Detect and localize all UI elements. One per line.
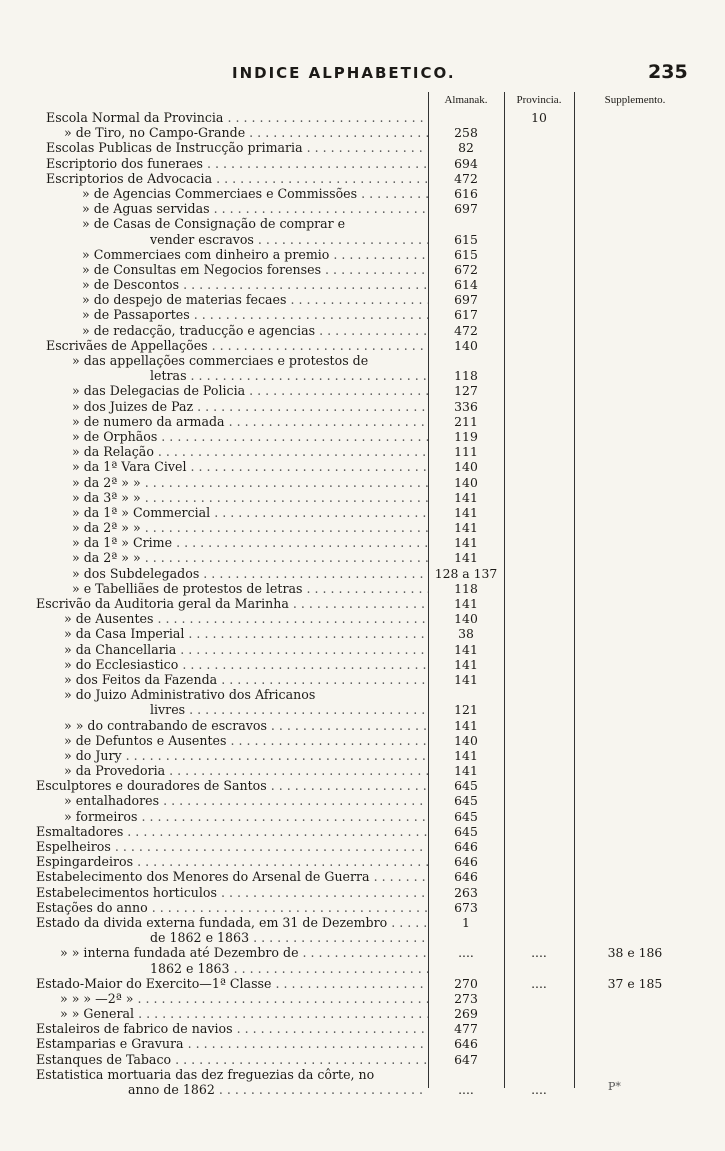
- entry-almanak-page: 38: [458, 626, 474, 642]
- entry-almanak-page: 141: [454, 504, 478, 520]
- entry-label: » do Ecclesiastico . . .: [64, 657, 428, 672]
- index-entry: [0, 1006, 725, 1021]
- column-header-provincia: Provincia.: [516, 94, 562, 106]
- entry-label: Estamparias e Gravura . . .: [36, 1036, 428, 1051]
- entry-label: » de Orphãos . . .: [72, 429, 428, 444]
- entry-almanak-page: 472: [454, 322, 478, 338]
- entry-almanak-page: 111: [454, 444, 478, 460]
- index-entry: [0, 125, 725, 140]
- index-entry: [0, 718, 725, 733]
- index-entry: [0, 201, 725, 216]
- index-entry: [0, 216, 725, 231]
- entry-almanak-page: 118: [454, 368, 478, 384]
- entry-label: Escrivão da Auditoria geral da Marinha . . .: [36, 596, 428, 611]
- index-entry: [0, 292, 725, 307]
- entry-almanak-page: 119: [454, 428, 478, 444]
- entry-label: » de Consultas em Negocios forenses . . .: [82, 262, 428, 277]
- index-entry: [0, 110, 725, 125]
- index-entry: [0, 262, 725, 277]
- index-entry: [0, 490, 725, 505]
- entry-label: Espingardeiros . . .: [36, 854, 428, 869]
- entry-label: Escolas Publicas de Instrucção primaria . . .: [46, 140, 428, 155]
- index-entry: [0, 353, 725, 368]
- entry-almanak-page: 647: [454, 1051, 478, 1067]
- index-entries: [0, 110, 725, 1097]
- index-entry: [0, 839, 725, 854]
- entry-label: » de Descontos . . .: [82, 277, 428, 292]
- index-entry: [0, 702, 725, 717]
- entry-label: Estado-Maior do Exercito—1ª Classe . . .: [36, 976, 428, 991]
- entry-almanak-page: 141: [454, 596, 478, 611]
- index-entry: [0, 171, 725, 186]
- entry-almanak-page: 140: [454, 732, 478, 748]
- index-entry: [0, 1036, 725, 1051]
- entry-almanak-page: 140: [454, 611, 478, 627]
- entry-label: » de Aguas servidas . . .: [82, 201, 428, 216]
- index-entry: [0, 611, 725, 626]
- entry-label: Estabelecimento dos Menores do Arsenal de Guerra . . .: [36, 869, 428, 884]
- entry-almanak-page: 646: [454, 1036, 478, 1052]
- entry-almanak-page: 645: [454, 823, 478, 839]
- entry-almanak-page: 269: [454, 1006, 478, 1022]
- entry-almanak-page: 141: [454, 550, 478, 566]
- index-entry: [0, 505, 725, 520]
- entry-label: » das appellações commerciaes e protestos de: [72, 353, 369, 368]
- index-entry: [0, 1021, 725, 1036]
- column-header-almanak: Almanak.: [444, 94, 488, 106]
- index-entry: [0, 885, 725, 900]
- entry-almanak-page: 477: [454, 1021, 478, 1037]
- entry-label: » de Ausentes . . .: [64, 611, 428, 626]
- entry-almanak-page: 615: [454, 246, 478, 262]
- entry-label: » da 2ª » » . . .: [72, 550, 428, 565]
- entry-label: Escrivães de Appellações . . .: [46, 338, 428, 353]
- entry-label: Esmaltadores . . .: [36, 824, 428, 839]
- index-entry: [0, 323, 725, 338]
- entry-label: Estaleiros de fabrico de navios . . .: [36, 1021, 428, 1036]
- entry-provincia-page: 10: [531, 110, 547, 125]
- entry-almanak-page: 263: [454, 884, 478, 900]
- entry-label: Esculptores e douradores de Santos . . .: [36, 778, 428, 793]
- index-entry: [0, 459, 725, 474]
- index-entry: [0, 444, 725, 459]
- entry-label: » » do contrabando de escravos . . .: [64, 718, 428, 733]
- entry-label: Escola Normal da Provincia . . .: [46, 110, 428, 125]
- entry-label: » da 2ª » » . . .: [72, 520, 428, 535]
- index-entry: [0, 976, 725, 991]
- footer-mark: P*: [608, 1080, 621, 1093]
- index-entry: [0, 156, 725, 171]
- index-entry: [0, 793, 725, 808]
- entry-label: Escriptorio dos funeraes . . .: [46, 156, 428, 171]
- entry-label: » de Agencias Commerciaes e Commissões . . .: [82, 186, 428, 201]
- entry-label: » dos Juizes de Paz . . .: [72, 399, 428, 414]
- entry-almanak-page: 141: [454, 717, 478, 733]
- index-entry: [0, 778, 725, 793]
- entry-label: » da 2ª » » . . .: [72, 475, 428, 490]
- index-entry: [0, 247, 725, 262]
- entry-label: » entalhadores . . .: [64, 793, 428, 808]
- entry-almanak-page: 141: [454, 520, 478, 536]
- entry-label: » da 3ª » » . . .: [72, 490, 428, 505]
- entry-label: letras . . .: [150, 368, 428, 383]
- index-entry: [0, 596, 725, 611]
- entry-almanak-page: 273: [454, 990, 478, 1006]
- entry-label: » de Casas de Consignação de comprar e: [82, 216, 346, 232]
- entry-almanak-page: 141: [454, 671, 478, 687]
- index-entry: [0, 763, 725, 778]
- entry-label: Escriptorios de Advocacia . . .: [46, 171, 428, 186]
- entry-almanak-page: 141: [454, 489, 478, 505]
- index-entry: [0, 824, 725, 839]
- entry-almanak-page: 615: [454, 231, 478, 247]
- index-entry: [0, 550, 725, 565]
- entry-label: » dos Subdelegados . . .: [72, 566, 428, 581]
- entry-almanak-page: ....: [458, 945, 474, 961]
- index-entry: [0, 368, 725, 383]
- entry-label: de 1862 e 1863 . . .: [150, 930, 428, 945]
- entry-label: Espelheiros . . .: [36, 839, 428, 854]
- entry-almanak-page: 141: [454, 747, 478, 763]
- entry-almanak-page: 694: [454, 155, 478, 171]
- page-header: [0, 61, 725, 88]
- index-entry: [0, 869, 725, 884]
- index-entry: [0, 945, 725, 960]
- entry-almanak-page: 258: [454, 125, 478, 141]
- entry-label: » das Delegacias de Policia . . .: [72, 383, 428, 398]
- entry-almanak-page: 645: [454, 808, 478, 824]
- entry-almanak-page: 616: [454, 185, 478, 201]
- entry-label: Estatistica mortuaria das dez freguezias da côrte, no: [36, 1066, 375, 1082]
- page-number: 235: [648, 61, 688, 83]
- entry-almanak-page: 645: [454, 793, 478, 809]
- entry-label: » da Provedoria . . .: [64, 763, 428, 778]
- index-entry: [0, 733, 725, 748]
- entry-almanak-page: 646: [454, 854, 478, 870]
- entry-label: » de redacção, traducção e agencias . . .: [82, 323, 428, 338]
- index-entry: [0, 277, 725, 292]
- entry-label: » da 1ª » Crime . . .: [72, 535, 428, 550]
- entry-almanak-page: 614: [454, 277, 478, 293]
- entry-almanak-page: 140: [454, 474, 478, 490]
- index-entry: [0, 186, 725, 201]
- index-entry: [0, 581, 725, 596]
- index-entry: [0, 566, 725, 581]
- running-title: INDICE ALPHABETICO.: [232, 64, 456, 82]
- entry-supplemento-page: 37 e 185: [607, 975, 663, 991]
- entry-almanak-page: 140: [454, 459, 478, 475]
- index-entry: [0, 748, 725, 763]
- entry-almanak-page: 141: [454, 656, 478, 672]
- index-entry: [0, 140, 725, 155]
- entry-label: » dos Feitos da Fazenda . . .: [64, 672, 428, 687]
- entry-label: vender escravos . . .: [150, 232, 428, 247]
- entry-almanak-page: 645: [454, 778, 478, 794]
- index-entry: [0, 854, 725, 869]
- column-header-supplemento: Supplemento.: [604, 94, 666, 106]
- index-entry: [0, 232, 725, 247]
- entry-label: » e Tabelliães de protestos de letras . . .: [72, 581, 428, 596]
- entry-almanak-page: 646: [454, 839, 478, 854]
- index-entry: [0, 642, 725, 657]
- entry-label: » do Jury . . .: [64, 748, 428, 763]
- entry-label: » » General . . .: [60, 1006, 428, 1021]
- entry-label: » de Passaportes . . .: [82, 307, 428, 322]
- entry-almanak-page: 141: [454, 535, 478, 551]
- entry-label: Estações do anno . . .: [36, 900, 428, 915]
- entry-label: » da Casa Imperial . . .: [64, 626, 428, 641]
- entry-label: anno de 1862 . . .: [128, 1082, 428, 1097]
- index-entry: [0, 915, 725, 930]
- entry-almanak-page: ....: [458, 1082, 474, 1097]
- entry-almanak-page: 141: [454, 763, 478, 779]
- index-entry: [0, 809, 725, 824]
- entry-almanak-page: 128 a 137: [434, 565, 498, 581]
- entry-label: » da 1ª » Commercial . . .: [72, 505, 428, 520]
- entry-provincia-page: ....: [531, 1082, 547, 1097]
- entry-label: » da 1ª Vara Civel . . .: [72, 459, 428, 474]
- entry-almanak-page: 118: [454, 580, 478, 596]
- entry-label: » de numero da armada . . .: [72, 414, 428, 429]
- entry-almanak-page: 336: [454, 398, 478, 414]
- entry-label: » do despejo de materias fecaes . . .: [82, 292, 428, 307]
- index-entry: [0, 307, 725, 322]
- entry-almanak-page: 1: [462, 914, 470, 930]
- entry-supplemento-page: 38 e 186: [607, 945, 663, 961]
- index-entry: [0, 399, 725, 414]
- entry-label: » da Relação . . .: [72, 444, 428, 459]
- entry-almanak-page: 211: [454, 413, 478, 429]
- entry-label: livres . . .: [150, 702, 428, 717]
- entry-label: » de Defuntos e Ausentes . . .: [64, 733, 428, 748]
- index-entry: [0, 429, 725, 444]
- entry-label: » » » —2ª » . . .: [60, 991, 428, 1006]
- index-entry: [0, 383, 725, 398]
- entry-provincia-page: ....: [531, 975, 547, 991]
- index-entry: [0, 687, 725, 702]
- index-entry: [0, 930, 725, 945]
- index-entry: [0, 626, 725, 641]
- index-entry: [0, 991, 725, 1006]
- entry-almanak-page: 617: [454, 307, 478, 323]
- entry-almanak-page: 697: [454, 201, 478, 217]
- entry-provincia-page: ....: [531, 945, 547, 961]
- entry-almanak-page: 141: [454, 641, 478, 657]
- entry-almanak-page: 127: [454, 383, 478, 399]
- entry-label: » de Tiro, no Campo-Grande . . .: [64, 125, 428, 140]
- entry-label: Estanques de Tabaco . . .: [36, 1052, 428, 1067]
- entry-almanak-page: 140: [454, 337, 478, 353]
- index-entry: [0, 475, 725, 490]
- entry-label: » da Chancellaria . . .: [64, 642, 428, 657]
- entry-almanak-page: 672: [454, 261, 478, 277]
- index-entry: [0, 672, 725, 687]
- entry-almanak-page: 82: [458, 140, 474, 156]
- index-entry: [0, 1052, 725, 1067]
- index-entry: [0, 657, 725, 672]
- index-entry: [0, 535, 725, 550]
- entry-label: Estado da divida externa fundada, em 31 de Dezembro . . .: [36, 915, 428, 930]
- entry-label: 1862 e 1863 . . .: [150, 961, 428, 976]
- entry-label: » do Juizo Administrativo dos Africanos: [64, 687, 316, 703]
- entry-almanak-page: 472: [454, 170, 478, 186]
- entry-almanak-page: 673: [454, 899, 478, 915]
- entry-almanak-page: 121: [454, 702, 478, 718]
- entry-almanak-page: 697: [454, 292, 478, 308]
- index-entry: [0, 900, 725, 915]
- entry-label: Estabelecimentos horticulos . . .: [36, 885, 428, 900]
- entry-label: » Commerciaes com dinheiro a premio . . .: [82, 247, 428, 262]
- index-entry: [0, 961, 725, 976]
- index-entry: [0, 520, 725, 535]
- entry-almanak-page: 270: [454, 975, 478, 991]
- index-entry: [0, 414, 725, 429]
- entry-label: » » interna fundada até Dezembro de . . .: [60, 945, 428, 960]
- entry-label: » formeiros . . .: [64, 809, 428, 824]
- entry-almanak-page: 646: [454, 869, 478, 885]
- index-entry: [0, 338, 725, 353]
